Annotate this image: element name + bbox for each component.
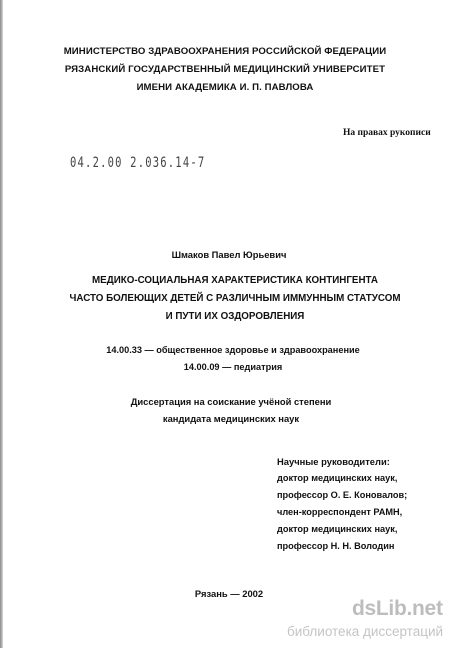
title-line-2: ЧАСТО БОЛЕЮЩИХ ДЕТЕЙ С РАЗЛИЧНЫМ ИММУННЫМ СТАТУСОМ xyxy=(69,293,401,304)
rights-note: На правах рукописи xyxy=(343,128,431,138)
dslib-watermark-caption: библиотека диссертаций xyxy=(287,624,444,639)
ministry-heading: МИНИСТЕРСТВО ЗДРАВООХРАНЕНИЯ РОССИЙСКОЙ ФЕДЕРАЦИИ xyxy=(63,46,387,57)
supervisor-line-4: доктор медицинских наук, xyxy=(277,524,398,534)
scan-page-edge xyxy=(0,0,3,648)
specialty-line-2: 14.00.09 — педиатрия xyxy=(183,362,283,372)
title-line-1: МЕДИКО-СОЦИАЛЬНАЯ ХАРАКТЕРИСТИКА КОНТИНГЕНТА xyxy=(92,275,378,286)
title-line-3: И ПУТИ ИХ ОЗДОРОВЛЕНИЯ xyxy=(165,311,305,322)
degree-line-2: кандидата медицинских наук xyxy=(162,413,300,424)
supervisor-line-3: член-корреспондент РАМН, xyxy=(277,507,403,517)
dslib-watermark-logo: dsLib.net xyxy=(352,597,443,620)
catalog-stamp: 04.2.00 2.036.14-7 xyxy=(70,155,206,172)
degree-line-1: Диссертация на соискание учёной степени xyxy=(130,396,332,407)
university-heading: РЯЗАНСКИЙ ГОСУДАРСТВЕННЫЙ МЕДИЦИНСКИЙ УНИВЕРСИТЕТ xyxy=(64,64,386,75)
place-and-year: Рязань — 2002 xyxy=(194,588,264,599)
supervisors-heading: Научные руководители: xyxy=(277,456,390,467)
specialty-line-1: 14.00.33 — общественное здоровье и здравоохранение xyxy=(106,345,360,355)
supervisor-line-1: доктор медицинских наук, xyxy=(277,473,398,483)
named-after-heading: ИМЕНИ АКАДЕМИКА И. П. ПАВЛОВА xyxy=(136,82,314,93)
supervisor-line-5: профессор Н. Н. Володин xyxy=(277,541,395,551)
author-name: Шмаков Павел Юрьевич xyxy=(171,249,287,260)
supervisor-line-2: профессор О. Е. Коновалов; xyxy=(277,490,408,500)
